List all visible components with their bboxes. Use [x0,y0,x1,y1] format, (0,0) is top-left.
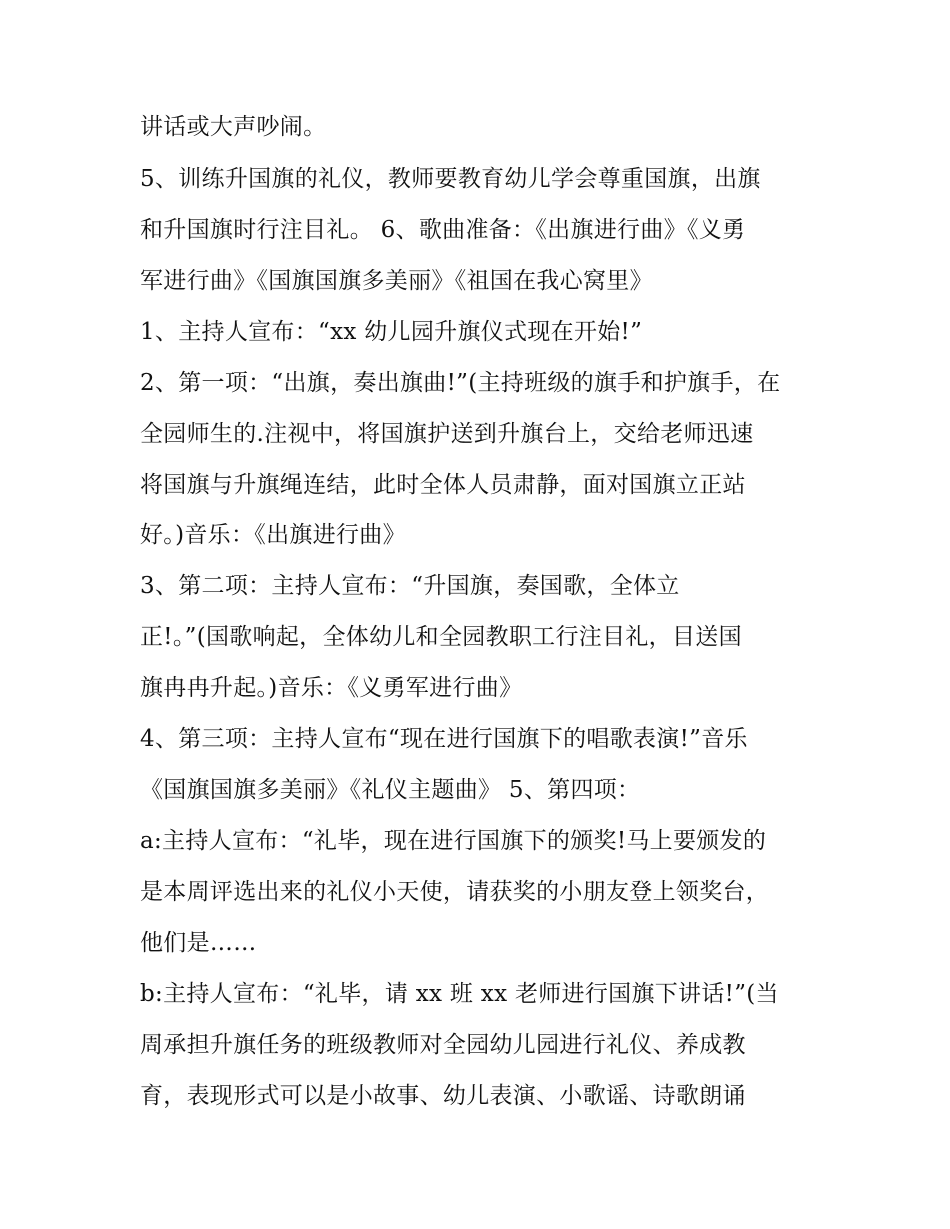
text-line: 好。)音乐：《出旗进行曲》 [140,522,406,548]
text-line: a:主持人宣布：“礼毕，现在进行国旗下的颁奖!马上要颁发的 [140,828,767,854]
text-line: 3、第二项：主持人宣布：“升国旗，奏国歌，全体立 [140,573,680,599]
text-line: 将国旗与升旗绳连结，此时全体人员肃静，面对国旗立正站 [140,472,746,498]
text-line: 讲话或大声吵闹。 [140,114,327,140]
text-line: 周承担升旗任务的班级教师对全园幼儿园进行礼仪、养成教 [140,1032,746,1058]
text-line: 军进行曲》《国旗国旗多美丽》《祖国在我心窝里》 [140,268,653,294]
text-line: 他们是…… [140,930,257,956]
text-line: 和升国旗时行注目礼。 6、歌曲准备：《出旗进行曲》《义勇 [140,217,746,243]
text-line: 1、主持人宣布：“xx 幼儿园升旗仪式现在开始!” [140,319,643,345]
text-line: 全园师生的.注视中，将国旗护送到升旗台上，交给老师迅速 [140,421,754,447]
text-line: 4、第三项：主持人宣布“现在进行国旗下的唱歌表演!”音乐 [140,726,748,752]
text-line: 育，表现形式可以是小故事、幼儿表演、小歌谣、诗歌朗诵 [140,1083,746,1109]
text-line: 《国旗国旗多美丽》《礼仪主题曲》 5、第四项： [140,777,641,803]
text-line: 正!。”(国歌响起，全体幼儿和全园教职工行注目礼，目送国 [140,624,742,650]
text-line: 2、第一项：“出旗，奏出旗曲!”(主持班级的旗手和护旗手，在 [140,370,781,396]
text-line: b:主持人宣布：“礼毕，请 xx 班 xx 老师进行国旗下讲话!”(当 [140,981,779,1007]
text-line: 是本周评选出来的礼仪小天使，请获奖的小朋友登上领奖台， [140,879,770,905]
text-line: 5、训练升国旗的礼仪，教师要教育幼儿学会尊重国旗，出旗 [140,166,761,192]
text-line: 旗冉冉升起。)音乐：《义勇军进行曲》 [140,675,523,701]
